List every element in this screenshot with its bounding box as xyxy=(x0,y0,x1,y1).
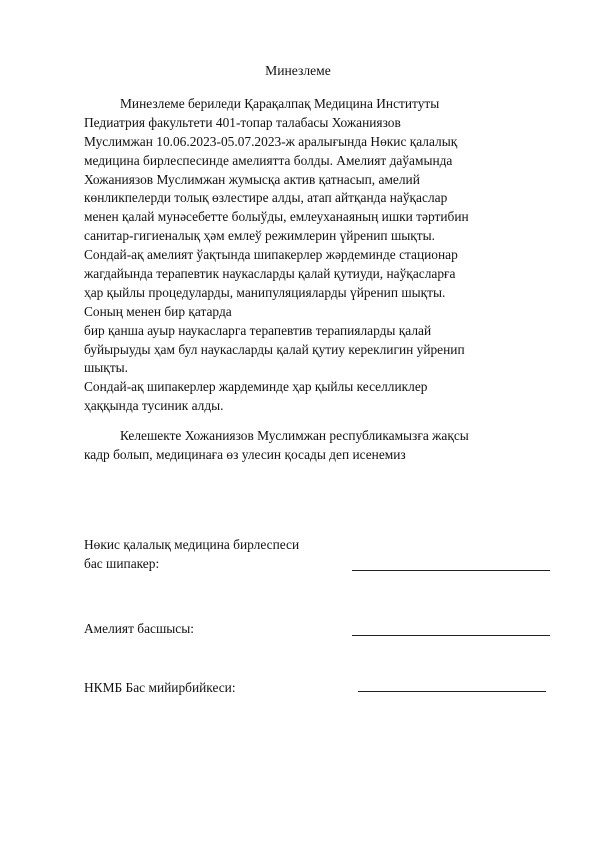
signature-label-chief-physician: бас шипакер: xyxy=(84,556,160,571)
paragraph-line: жагдайында терапевтик наукасларды қалай қутиуди, наўқасларға xyxy=(84,266,456,282)
paragraph-line: көнликпелерди толық өзлестире алды, атап айтқанда наўқаслар xyxy=(84,190,448,206)
paragraph-line: Хожаниязов Муслимжан жумысқа актив қатнасып, амелий xyxy=(84,171,420,187)
paragraph-line: шықты. xyxy=(84,360,129,376)
signature-line-practice-supervisor xyxy=(352,635,550,636)
signature-label-chief-physician-org: Нөкис қалалық медицина бирлеспеси xyxy=(84,537,300,552)
signature-line-chief-physician xyxy=(352,570,550,571)
paragraph-line: ҳар қыйлы процедуларды, манипуляцияларды үйренип шықты. xyxy=(84,284,446,300)
paragraph-line: буйырыуды ҳам бул наукасларды қалай қутиу кереклигин уйренип xyxy=(84,341,465,357)
paragraph-line: Соның менен бир қатарда xyxy=(84,303,232,319)
signature-label-head-nurse: НКМБ Бас мийирбийкеси: xyxy=(84,680,236,695)
signature-line-head-nurse xyxy=(358,691,546,692)
paragraph-line: менен қалай мунәсебетте болыўды, емлеуханаяның ишки тәртибин xyxy=(84,209,469,225)
paragraph-main xyxy=(84,95,554,416)
paragraph-line: кадр болып, медицинаға өз улесин қосады деп исенемиз xyxy=(84,446,406,462)
paragraph-line: Минезлеме бериледи Қарақалпақ Медицина Институты xyxy=(120,96,440,111)
signature-label-practice-supervisor: Амелият басшысы: xyxy=(84,621,194,636)
document-title: Минезлеме xyxy=(265,63,331,78)
paragraph-closing xyxy=(84,427,554,465)
paragraph-line: медицина бирлеспесинде амелиятта болды. Амелият даўамында xyxy=(84,152,453,168)
paragraph-line: бир қанша ауыр наукасларга терапевтив терапияларды қалай xyxy=(84,322,432,338)
paragraph-line: Муслимжан 10.06.2023-05.07.2023-ж аралығында Нөкис қалалық xyxy=(84,133,458,149)
paragraph-line: Сондай-ақ амелият ўақтында шипакерлер жәрдеминде стационар xyxy=(84,247,458,263)
paragraph-line: Келешекте Хожаниязов Муслимжан республикамызға жақсы xyxy=(120,428,469,443)
paragraph-line: санитар-гигиеналық ҳәм емлеў режимлерин үйренип шықты. xyxy=(84,228,435,244)
paragraph-line: ҳаққында тусиник алды. xyxy=(84,398,224,414)
paragraph-line: Сондай-ақ шипакерлер жардеминде ҳар қыйлы кеселликлер xyxy=(84,379,428,395)
paragraph-line: Педиатрия факультети 401-топар талабасы Хожаниязов xyxy=(84,114,401,130)
